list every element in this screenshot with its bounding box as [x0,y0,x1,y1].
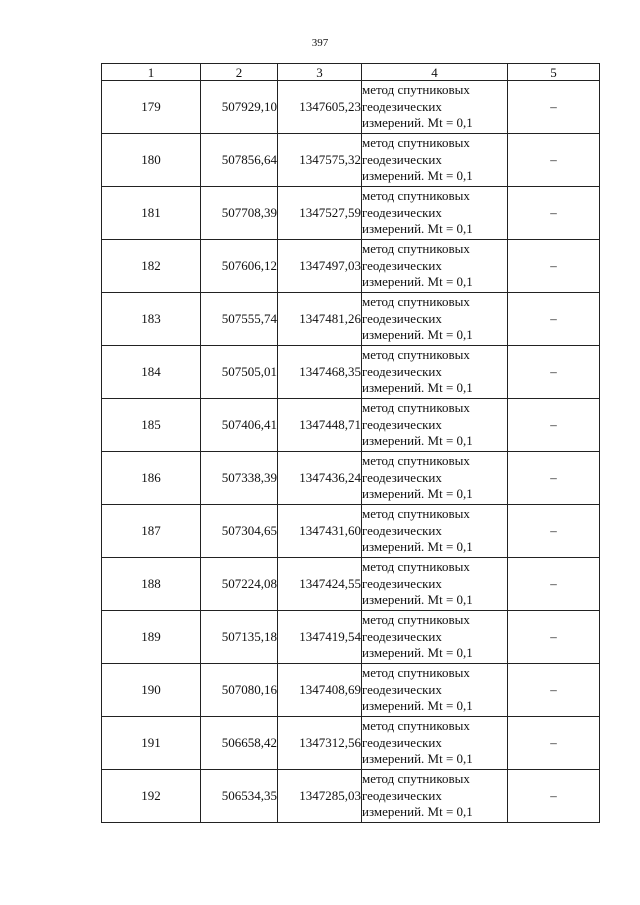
method-line: геодезических [362,98,442,114]
method-line: метод спутниковых [362,347,470,363]
note-cell: – [508,717,600,770]
method-line: геодезических [362,151,442,167]
method-line: геодезических [362,681,442,697]
point-number-cell: 189 [102,611,201,664]
column-header-2: 2 [201,64,278,81]
method-line: метод спутниковых [362,82,470,98]
y-coordinate-cell: 1347605,23 [278,81,362,134]
table-row [102,134,600,187]
point-number-cell: 191 [102,717,201,770]
method-line: метод спутниковых [362,665,470,681]
method-cell [362,293,508,346]
note-cell: – [508,134,600,187]
method-cell [362,452,508,505]
note-cell: – [508,664,600,717]
y-coordinate-cell: 1347419,54 [278,611,362,664]
method-line: измерений. Mt = 0,1 [362,274,473,290]
point-number-cell: 188 [102,558,201,611]
y-coordinate-cell: 1347448,71 [278,399,362,452]
method-line: измерений. Mt = 0,1 [362,592,473,608]
method-line: измерений. Mt = 0,1 [362,698,473,714]
x-coordinate-cell: 507929,10 [201,81,278,134]
table-row [102,611,600,664]
y-coordinate-cell: 1347575,32 [278,134,362,187]
table-row [102,81,600,134]
note-cell: – [508,293,600,346]
y-coordinate-cell: 1347408,69 [278,664,362,717]
column-header-4: 4 [362,64,508,81]
method-line: измерений. Mt = 0,1 [362,804,473,820]
method-line: измерений. Mt = 0,1 [362,168,473,184]
table-body [102,81,600,823]
column-header-3: 3 [278,64,362,81]
table-row [102,293,600,346]
table-row [102,558,600,611]
note-cell: – [508,611,600,664]
method-line: геодезических [362,416,442,432]
x-coordinate-cell: 507135,18 [201,611,278,664]
table-row [102,770,600,823]
method-line: метод спутниковых [362,718,470,734]
method-cell [362,346,508,399]
method-cell [362,134,508,187]
table-row [102,187,600,240]
method-line: геодезических [362,469,442,485]
point-number-cell: 183 [102,293,201,346]
method-line: метод спутниковых [362,771,470,787]
method-line: измерений. Mt = 0,1 [362,751,473,767]
y-coordinate-cell: 1347436,24 [278,452,362,505]
method-line: метод спутниковых [362,612,470,628]
note-cell: – [508,558,600,611]
method-cell [362,717,508,770]
column-header-5: 5 [508,64,600,81]
x-coordinate-cell: 507080,16 [201,664,278,717]
y-coordinate-cell: 1347431,60 [278,505,362,558]
method-line: измерений. Mt = 0,1 [362,115,473,131]
table-row [102,664,600,717]
method-line: измерений. Mt = 0,1 [362,380,473,396]
point-number-cell: 185 [102,399,201,452]
method-cell [362,611,508,664]
x-coordinate-cell: 507606,12 [201,240,278,293]
method-line: измерений. Mt = 0,1 [362,539,473,555]
method-line: измерений. Mt = 0,1 [362,486,473,502]
method-line: метод спутниковых [362,294,470,310]
table-row [102,452,600,505]
y-coordinate-cell: 1347312,56 [278,717,362,770]
method-line: геодезических [362,522,442,538]
method-line: измерений. Mt = 0,1 [362,645,473,661]
x-coordinate-cell: 507555,74 [201,293,278,346]
coordinates-table [101,63,600,823]
method-line: метод спутниковых [362,453,470,469]
method-line: метод спутниковых [362,241,470,257]
y-coordinate-cell: 1347527,59 [278,187,362,240]
note-cell: – [508,399,600,452]
x-coordinate-cell: 506534,35 [201,770,278,823]
note-cell: – [508,81,600,134]
page-number: 397 [311,37,329,49]
x-coordinate-cell: 507224,08 [201,558,278,611]
x-coordinate-cell: 507708,39 [201,187,278,240]
table-row [102,346,600,399]
table-row [102,399,600,452]
point-number-cell: 192 [102,770,201,823]
note-cell: – [508,505,600,558]
point-number-cell: 190 [102,664,201,717]
method-line: измерений. Mt = 0,1 [362,221,473,237]
y-coordinate-cell: 1347424,55 [278,558,362,611]
note-cell: – [508,240,600,293]
method-cell [362,505,508,558]
note-cell: – [508,187,600,240]
method-line: геодезических [362,204,442,220]
method-line: геодезических [362,310,442,326]
x-coordinate-cell: 507406,41 [201,399,278,452]
x-coordinate-cell: 507505,01 [201,346,278,399]
x-coordinate-cell: 507304,65 [201,505,278,558]
note-cell: – [508,452,600,505]
point-number-cell: 180 [102,134,201,187]
method-line: геодезических [362,628,442,644]
point-number-cell: 182 [102,240,201,293]
table-row [102,505,600,558]
method-line: метод спутниковых [362,188,470,204]
point-number-cell: 179 [102,81,201,134]
table-header-row [102,64,600,81]
method-line: геодезических [362,787,442,803]
y-coordinate-cell: 1347481,26 [278,293,362,346]
table-row [102,240,600,293]
point-number-cell: 187 [102,505,201,558]
method-line: метод спутниковых [362,135,470,151]
method-line: метод спутниковых [362,400,470,416]
method-cell [362,664,508,717]
note-cell: – [508,346,600,399]
x-coordinate-cell: 507856,64 [201,134,278,187]
method-cell [362,240,508,293]
method-cell [362,399,508,452]
note-cell: – [508,770,600,823]
method-line: измерений. Mt = 0,1 [362,433,473,449]
column-header-1: 1 [102,64,201,81]
y-coordinate-cell: 1347285,03 [278,770,362,823]
y-coordinate-cell: 1347497,03 [278,240,362,293]
method-line: геодезических [362,257,442,273]
method-line: геодезических [362,734,442,750]
method-line: геодезических [362,363,442,379]
x-coordinate-cell: 506658,42 [201,717,278,770]
method-line: измерений. Mt = 0,1 [362,327,473,343]
method-cell [362,770,508,823]
point-number-cell: 186 [102,452,201,505]
method-line: геодезических [362,575,442,591]
y-coordinate-cell: 1347468,35 [278,346,362,399]
point-number-cell: 184 [102,346,201,399]
table-row [102,717,600,770]
method-cell [362,558,508,611]
point-number-cell: 181 [102,187,201,240]
method-line: метод спутниковых [362,506,470,522]
method-line: метод спутниковых [362,559,470,575]
method-cell [362,81,508,134]
x-coordinate-cell: 507338,39 [201,452,278,505]
method-cell [362,187,508,240]
